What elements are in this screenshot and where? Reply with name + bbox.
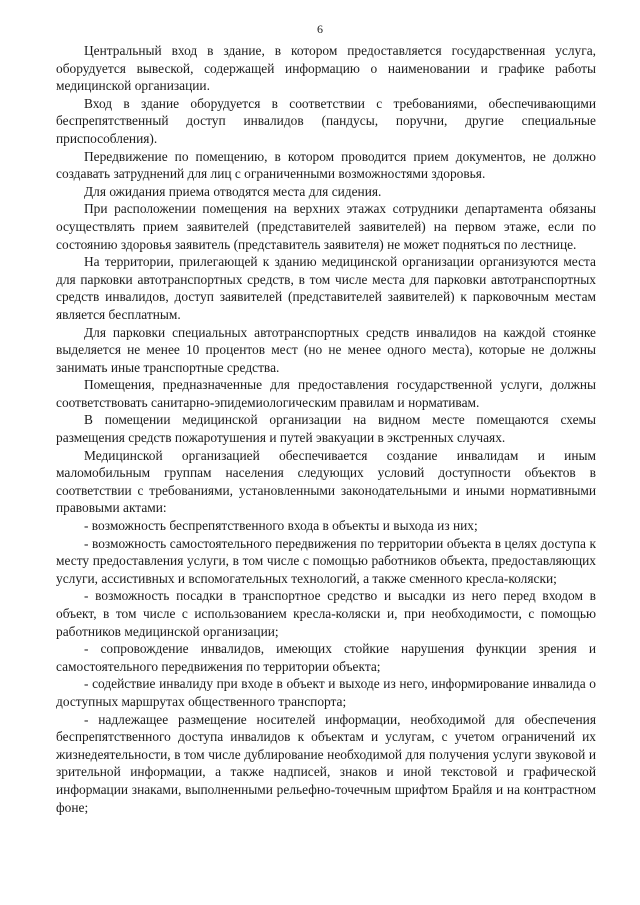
paragraph-evacuation-schemes: В помещении медицинской организации на видном месте помещаются схемы размещения средств пожаротушения и путей эвакуации в экстренных случаях. (56, 412, 596, 446)
page-number: 6 (317, 22, 323, 36)
list-item-escort: - сопровождение инвалидов, имеющих стойкие нарушения функции зрения и самостоятельного передвижения по территории объекта; (56, 641, 596, 674)
list-item-assistance: - содействие инвалиду при входе в объект и выходе из него, информирование инвалида о доступных маршрутах общественного транспорта; (56, 676, 596, 709)
paragraph-movement: Передвижение по помещению, в котором проводится прием документов, не должно создавать затруднений для лиц с ограниченными возможностями здоровья. (56, 148, 596, 182)
document-body (56, 42, 596, 816)
list-item-entry-exit: - возможность беспрепятственного входа в объекты и выхода из них; (84, 518, 478, 534)
paragraph-entrance-equipment: Вход в здание оборудуется в соответствии с требованиями, обеспечивающими беспрепятственный доступ инвалидов (пандусы, поручни, другие специальные приспособления). (56, 95, 596, 146)
paragraph-entrance-signage: Центральный вход в здание, в котором предоставляется государственная услуга, оборудуется вывеской, содержащей информацию о наименовании и графике работы медицинской организации. (56, 43, 596, 94)
paragraph-parking: На территории, прилегающей к зданию медицинской организации организуются места для парковки автотранспортных средств, в том числе места для парковки автотранспортных средств инвалидов, доступ заявителей (представителей заявителей) к парковочным местам является бесплатным. (56, 254, 596, 322)
paragraph-accessibility-conditions: Медицинской организацией обеспечивается создание инвалидам и иным маломобильным группам населения следующих условий доступности объектов в соответствии с требованиями, установленными законодательными и иными нормативными правовыми актами: (56, 447, 596, 516)
paragraph-waiting-seats: Для ожидания приема отводятся места для сидения. (84, 183, 382, 199)
paragraph-upper-floors: При расположении помещения на верхних этажах сотрудники департамента обязаны осуществлять прием заявителей (представителей заявителей) на первом этаже, если по состоянию здоровья заявитель (представитель заявителя) не может подняться по лестнице. (56, 201, 596, 252)
paragraph-disabled-parking: Для парковки специальных автотранспортных средств инвалидов на каждой стоянке выделяется не менее 10 процентов мест (но не менее одного места), которые не должны занимать иные транспортные средства. (56, 324, 596, 375)
list-item-information-placement: - надлежащее размещение носителей информации, необходимой для обеспечения беспрепятственного доступа инвалидов к объектам и услугам, с учетом ограничений их жизнедеятельности, в том числе дублирование необходимой для получения услуги звуковой и зрительной информации, а также надписей, знаков и иной текстовой и графической информации знаками, выполненными рельефно-точечным шрифтом Брайля и на контрастном фоне; (56, 711, 596, 815)
paragraph-sanitary-rules: Помещения, предназначенные для предоставления государственной услуги, должны соответствовать санитарно-эпидемиологическим правилам и нормативам. (56, 377, 596, 410)
list-item-independent-movement: - возможность самостоятельного передвижения по территории объекта в целях доступа к месту предоставления услуги, в том числе с помощью работников объекта, предоставляющих услуги, ассистивных и вспомогательных технологий, а также сменного кресла-коляски; (56, 535, 596, 586)
list-item-vehicle-boarding: - возможность посадки в транспортное средство и высадки из него перед входом в объект, в том числе с использованием кресла-коляски и, при необходимости, с помощью работников медицинской организации; (56, 588, 596, 639)
